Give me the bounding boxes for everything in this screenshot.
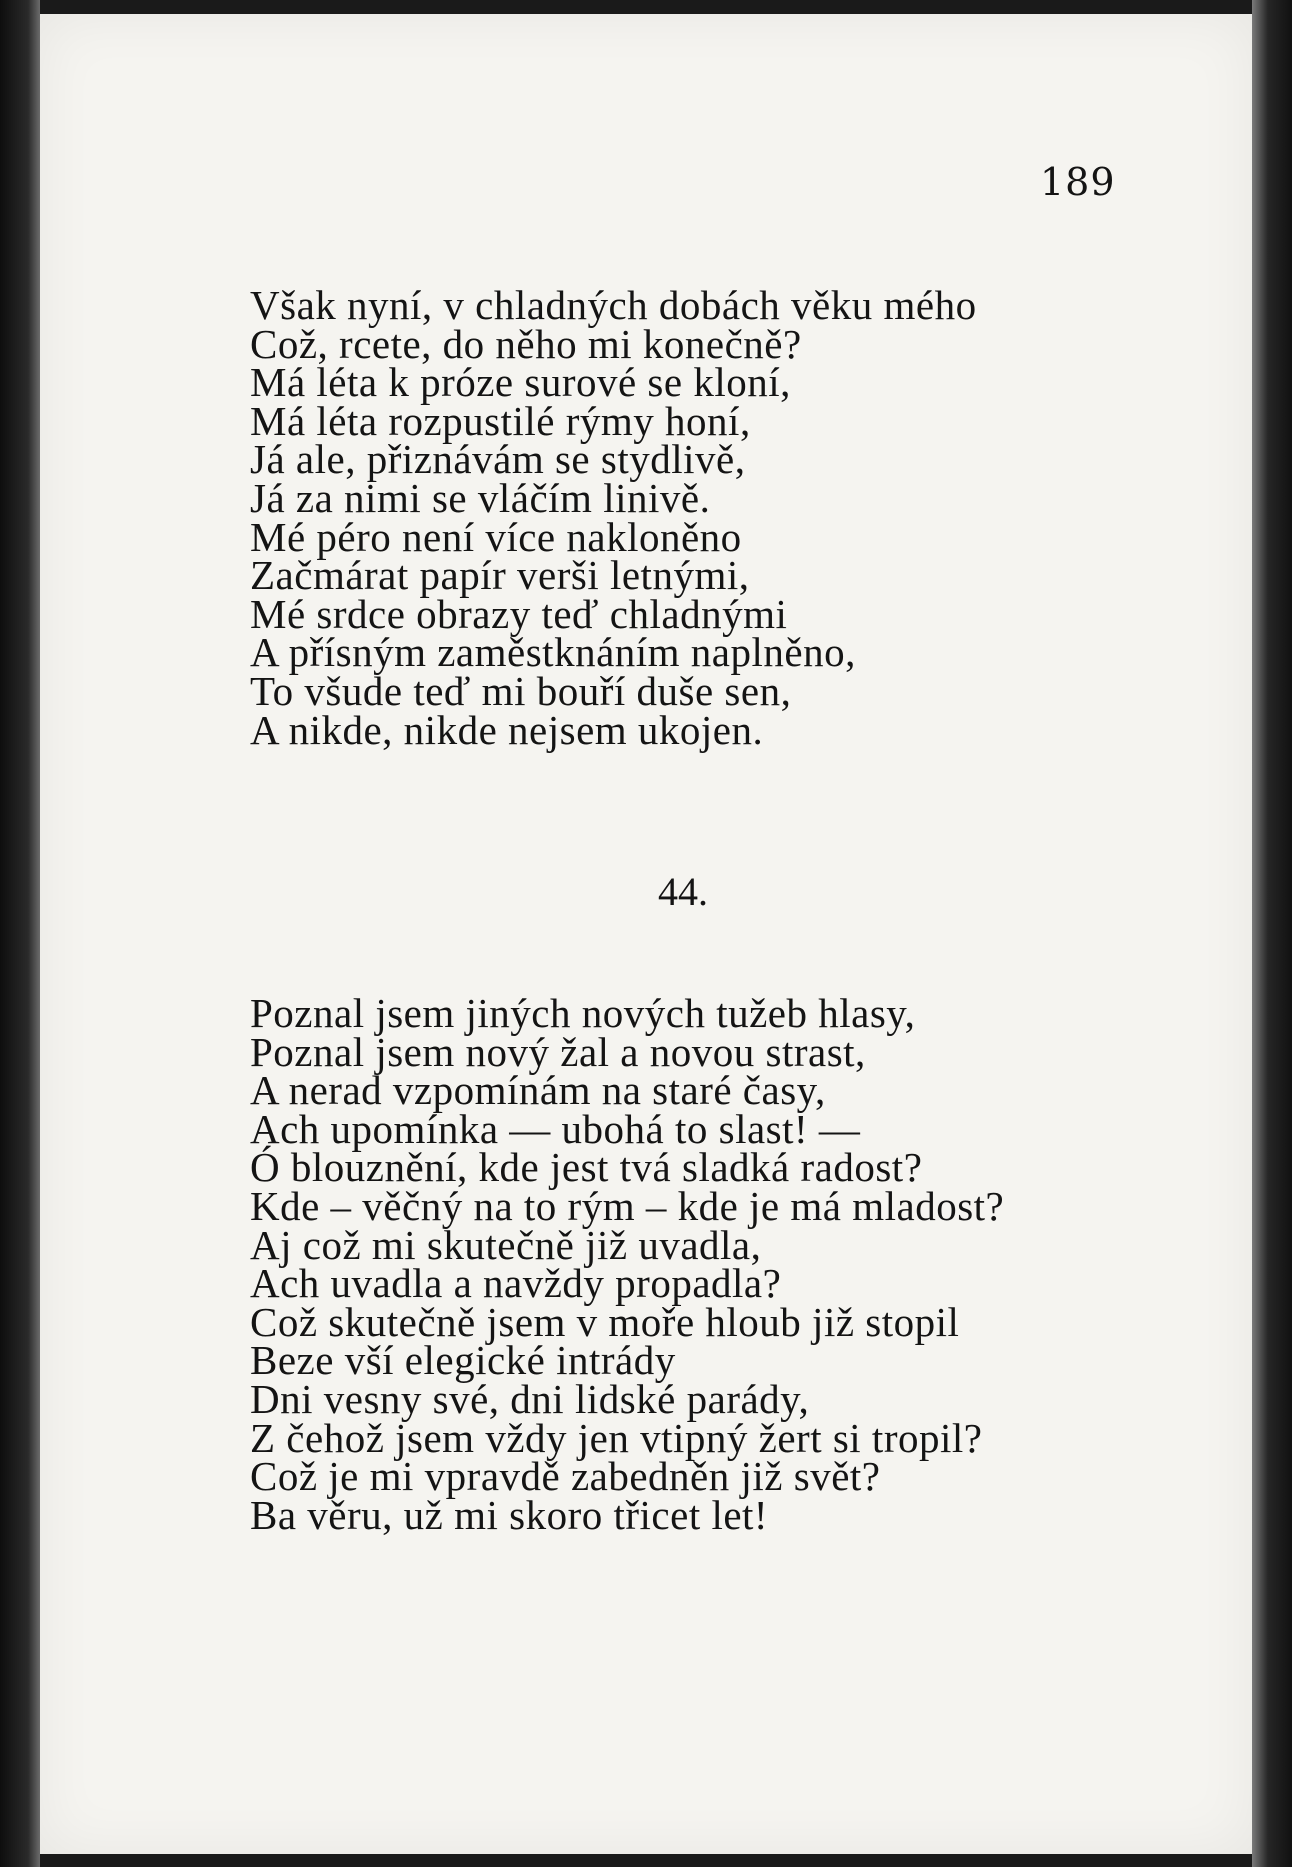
right-scan-edge <box>1252 0 1292 1867</box>
poem-line: A přísným zaměstknáním naplněno, <box>250 629 856 676</box>
poem-line: Já za nimi se vláčím linivě. <box>250 474 711 521</box>
poem-line: A nerad vzpomínám na staré časy, <box>250 1067 826 1114</box>
poem-line: Což je mi vpravdě zabedněn již svět? <box>250 1453 881 1500</box>
poem-line: Dni vesny své, dni lidské parády, <box>250 1375 810 1422</box>
poem-line: Kde – věčný na to rým – kde je má mladost? <box>250 1182 1005 1229</box>
poem-line: To všude teď mi bouří duše sen, <box>250 667 792 714</box>
poem-line: Ba věru, už mi skoro třicet let! <box>250 1491 769 1538</box>
poem-line: Ach uvadla a navždy propadla? <box>250 1260 782 1307</box>
poem-line: Mé péro není více nakloněno <box>250 513 742 560</box>
left-scan-edge <box>0 0 40 1867</box>
poem-line: Poznal jsem jiných nových tužeb hlasy, <box>250 990 916 1036</box>
poem-line: Poznal jsem nový žal a novou strast, <box>250 1028 866 1075</box>
poem-line: Beze vší elegické intrády <box>250 1337 676 1384</box>
poem-line: Má léta rozpustilé rýmy honí, <box>250 397 751 444</box>
poem-stanza-2 <box>250 990 1005 1538</box>
poem-number: 44. <box>658 869 708 914</box>
poem-stanza-1 <box>250 282 977 753</box>
poem-line: Začmárat papír verši letnými, <box>250 552 750 599</box>
poem-line: Já ale, přiznávám se stydlivě, <box>250 436 746 483</box>
poem-line: Z čehož jsem vždy jen vtipný žert si tropil? <box>250 1414 983 1461</box>
poem-line: Aj což mi skutečně již uvadla, <box>250 1221 762 1268</box>
poem-line: Ach upomínka — ubohá to slast! — <box>250 1105 861 1152</box>
poem-line: Ó blouznění, kde jest tvá sladká radost? <box>250 1144 923 1191</box>
page-number: 189 <box>1040 160 1116 204</box>
book-page <box>40 14 1252 1854</box>
poem-line: Má léta k próze surové se kloní, <box>250 359 791 406</box>
poem-line: Což skutečně jsem v moře hloub již stopil <box>250 1298 960 1345</box>
poem-line: Mé srdce obrazy teď chladnými <box>250 590 788 637</box>
poem-line: Což, rcete, do něho mi konečně? <box>250 320 802 367</box>
poem-line: Však nyní, v chladných dobách věku mého <box>250 282 977 328</box>
poem-line: A nikde, nikde nejsem ukojen. <box>250 706 764 753</box>
